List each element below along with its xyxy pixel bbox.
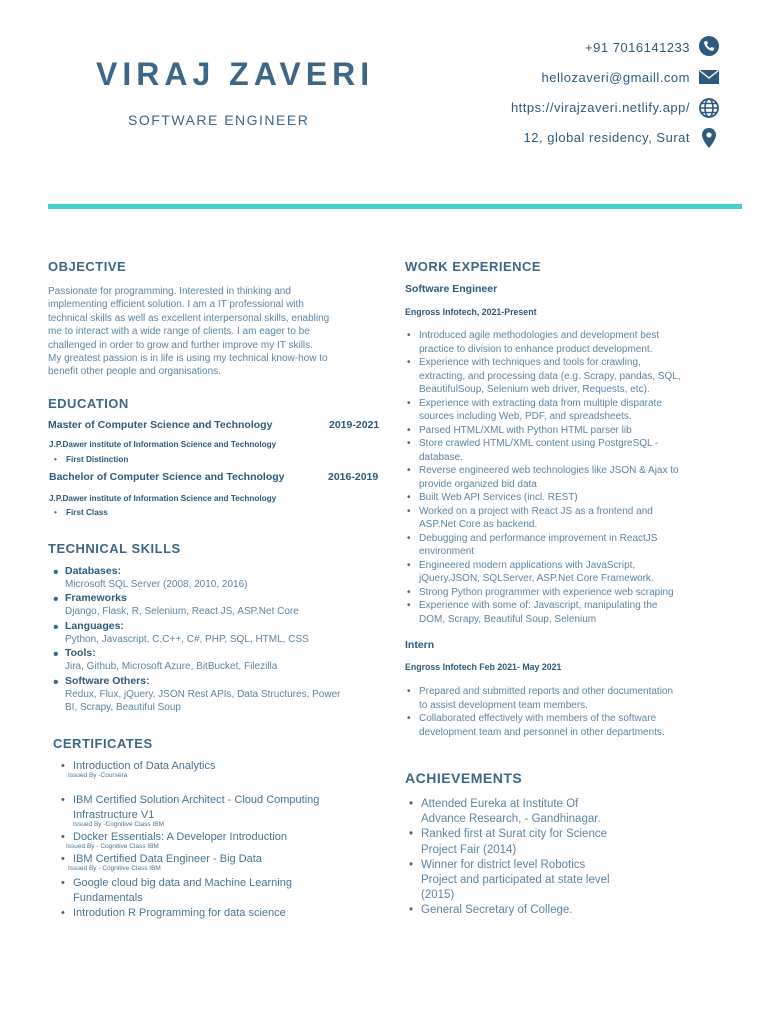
work-bullet: • Debugging and performance improvement in ReactJS environment <box>419 532 739 559</box>
certificate-title: Introduction of Data Analytics <box>73 760 216 772</box>
certificate-title: Docker Essentials: A Developer Introduction <box>73 831 288 843</box>
certificates-list <box>66 760 393 919</box>
phone-icon <box>698 35 720 57</box>
work-bullet: • Prepared and submitted reports and other documentation to assist development team members. <box>419 685 749 712</box>
objective-line: me to interact with a wide range of clients. I am eager to be <box>48 326 310 338</box>
skill-label: • Languages: <box>65 619 124 632</box>
skill-value: Django, Flask, R, Selenium, React JS, ASP.Net Core <box>65 606 299 618</box>
location-icon <box>698 127 720 149</box>
work-bullets <box>419 329 739 626</box>
education-note: • First Class <box>66 508 108 517</box>
education-note-list <box>66 455 128 464</box>
degree-years: 2019-2021 <box>329 419 380 431</box>
skill-label: • Software Others: <box>65 674 150 687</box>
skill-label: • Frameworks <box>65 592 127 605</box>
globe-icon <box>698 97 720 119</box>
certificate-issuer: Issued By -Cognitive Class IBM <box>73 821 165 828</box>
skills-heading: TECHNICAL SKILLS <box>48 541 181 556</box>
work-heading: WORK EXPERIENCE <box>405 259 542 274</box>
postal-address: 12, global residency, Surat <box>523 130 690 145</box>
work-bullet: • Reverse engineered web technologies like JSON & Ajax to provide organized bid data <box>419 464 739 491</box>
skill-value: Microsoft SQL Server (2008, 2010, 2016) <box>65 579 248 590</box>
degree-title: Master of Computer Science and Technology <box>48 419 273 431</box>
intern-bullets <box>419 685 749 739</box>
certificate-title: IBM Certified Data Engineer - Big Data <box>73 853 262 865</box>
skill-value: Python, Javascript, C,C++, C#, PHP, SQL, HTML, CSS <box>65 633 309 645</box>
certificate-item <box>66 831 393 851</box>
work-bullet: • Parsed HTML/XML with Python HTML parser lib <box>419 424 739 438</box>
skill-value: BI, Scrapy, Beautiful Soup <box>65 702 181 714</box>
achievements-list <box>421 797 721 919</box>
achievement-item: • General Secretary of College. <box>421 903 721 918</box>
work-bullet: • Experience with techniques and tools for crawling, extracting, and processing data (e.g. Scrapy, pandas, SQL, BeautifulSoup, Selenium web driver, Requests, etc). <box>419 356 739 397</box>
work-bullet: • Experience with extracting data from multiple disparate sources including Web, PDF, and spreadsheets. <box>419 397 739 424</box>
skills-list <box>65 564 385 714</box>
achievement-item: • Ranked first at Surat city for Science Project Fair (2014) <box>421 827 721 857</box>
objective-line: My greatest passion is in life is using my technical know-how to <box>48 353 328 365</box>
objective-line: challenged in order to grow and further improve my IT skills. <box>48 339 313 351</box>
intern-company: Engross Infotech Feb 2021- May 2021 <box>405 662 562 672</box>
job-title: SOFTWARE ENGINEER <box>128 112 310 128</box>
certificate-item <box>68 853 393 873</box>
skill-label: • Databases: <box>65 565 122 577</box>
skill-item <box>65 646 385 673</box>
certificate-title: Infrastructure V1 <box>73 809 155 821</box>
certificate-item <box>68 760 393 780</box>
skill-value: Jira, Github, Microsoft Azure, BitBucket, Filezilla <box>65 661 278 673</box>
work-bullet: • Built Web API Services (incl. REST) <box>419 491 739 505</box>
work-bullet: • Engineered modern applications with JavaScript, jQuery,JSON, SQLServer, ASP.Net Core Framework. <box>419 559 739 586</box>
education-heading: EDUCATION <box>48 396 129 411</box>
skill-item <box>65 564 385 591</box>
certificate-title: • IBM Certified Solution Architect - Cloud Computing <box>73 794 320 806</box>
certificate-title: Introdution R Programming for data science <box>73 907 286 919</box>
certificate-issuer: Issued By - Cognitive Class IBM <box>68 865 161 872</box>
objective-heading: OBJECTIVE <box>48 259 127 274</box>
skill-label: • Tools: <box>65 647 96 660</box>
objective-text <box>48 285 388 379</box>
certificates-heading: CERTIFICATES <box>53 736 153 751</box>
website-link[interactable]: https://virajzaveri.netlify.app/ <box>510 100 690 115</box>
work-bullet: • Collaborated effectively with members of the software development team and personnel in other departments. <box>419 712 749 739</box>
achievement-item: • Attended Eureka at Institute Of Advance Research, - Gandhinagar. <box>421 797 721 827</box>
work-role: Software Engineer <box>405 283 498 295</box>
email-address: hellozaveri@gmaill.com <box>541 70 690 85</box>
certificate-title: • Google cloud big data and Machine Learning <box>73 877 292 889</box>
skill-item <box>65 674 385 715</box>
certificate-title: Fundamentals <box>73 892 143 904</box>
certificate-item <box>73 907 393 919</box>
skill-item <box>65 591 385 618</box>
certificate-item <box>73 794 393 829</box>
certificate-item <box>73 877 393 904</box>
candidate-name: VIRAJ ZAVERI <box>96 56 375 92</box>
achievement-item: • Winner for district level Robotics Project and participated at state level (2015) <box>421 858 721 904</box>
achievements-heading: ACHIEVEMENTS <box>405 770 523 786</box>
work-bullet: • Introduced agile methodologies and development best practice to division to enhance product development. <box>419 329 739 356</box>
work-bullet: • Strong Python programmer with experience web scraping <box>419 586 739 600</box>
work-company: Engross Infotech, 2021-Present <box>405 307 537 317</box>
institute-name: J.P.Dawer institute of Information Science and Technology <box>49 494 277 503</box>
certificate-issuer: Issued By -Coursera <box>68 772 128 779</box>
objective-line: implementing efficient solution. I am a IT professional with <box>48 299 304 311</box>
objective-line: Passionate for programming. Interested in thinking and <box>48 286 291 297</box>
skill-item <box>65 619 385 646</box>
institute-name: J.P.Dawer institute of Information Science and Technology <box>49 440 277 449</box>
work-bullet: • Experience with some of: Javascript, manipulating the DOM, Scrapy, Beautiful Soup, Selenium <box>419 599 739 626</box>
header-divider <box>48 204 742 209</box>
phone-number: +91 7016141233 <box>585 40 690 55</box>
education-note-list <box>66 508 108 517</box>
certificate-issuer: Issued By - Cognitive Class IBM <box>66 843 159 850</box>
intern-role: Intern <box>405 639 435 651</box>
work-bullet: • Worked on a project with React JS as a frontend and ASP.Net Core as backend. <box>419 505 739 532</box>
mail-icon <box>698 66 720 88</box>
work-bullet: • Store crawled HTML/XML content using PostgreSQL - database. <box>419 437 739 464</box>
degree-title: Bachelor of Computer Science and Technology <box>49 471 285 483</box>
objective-line: technical skills as well as excellent interpersonal skills, enabling <box>48 312 330 324</box>
skill-value: Redux, Flux, jQuery, JSON Rest APIs, Data Structures, Power <box>65 688 341 700</box>
education-note: • First Distinction <box>66 455 128 464</box>
objective-line: benefit other people and organisations. <box>48 366 221 378</box>
degree-years: 2016-2019 <box>328 471 379 483</box>
